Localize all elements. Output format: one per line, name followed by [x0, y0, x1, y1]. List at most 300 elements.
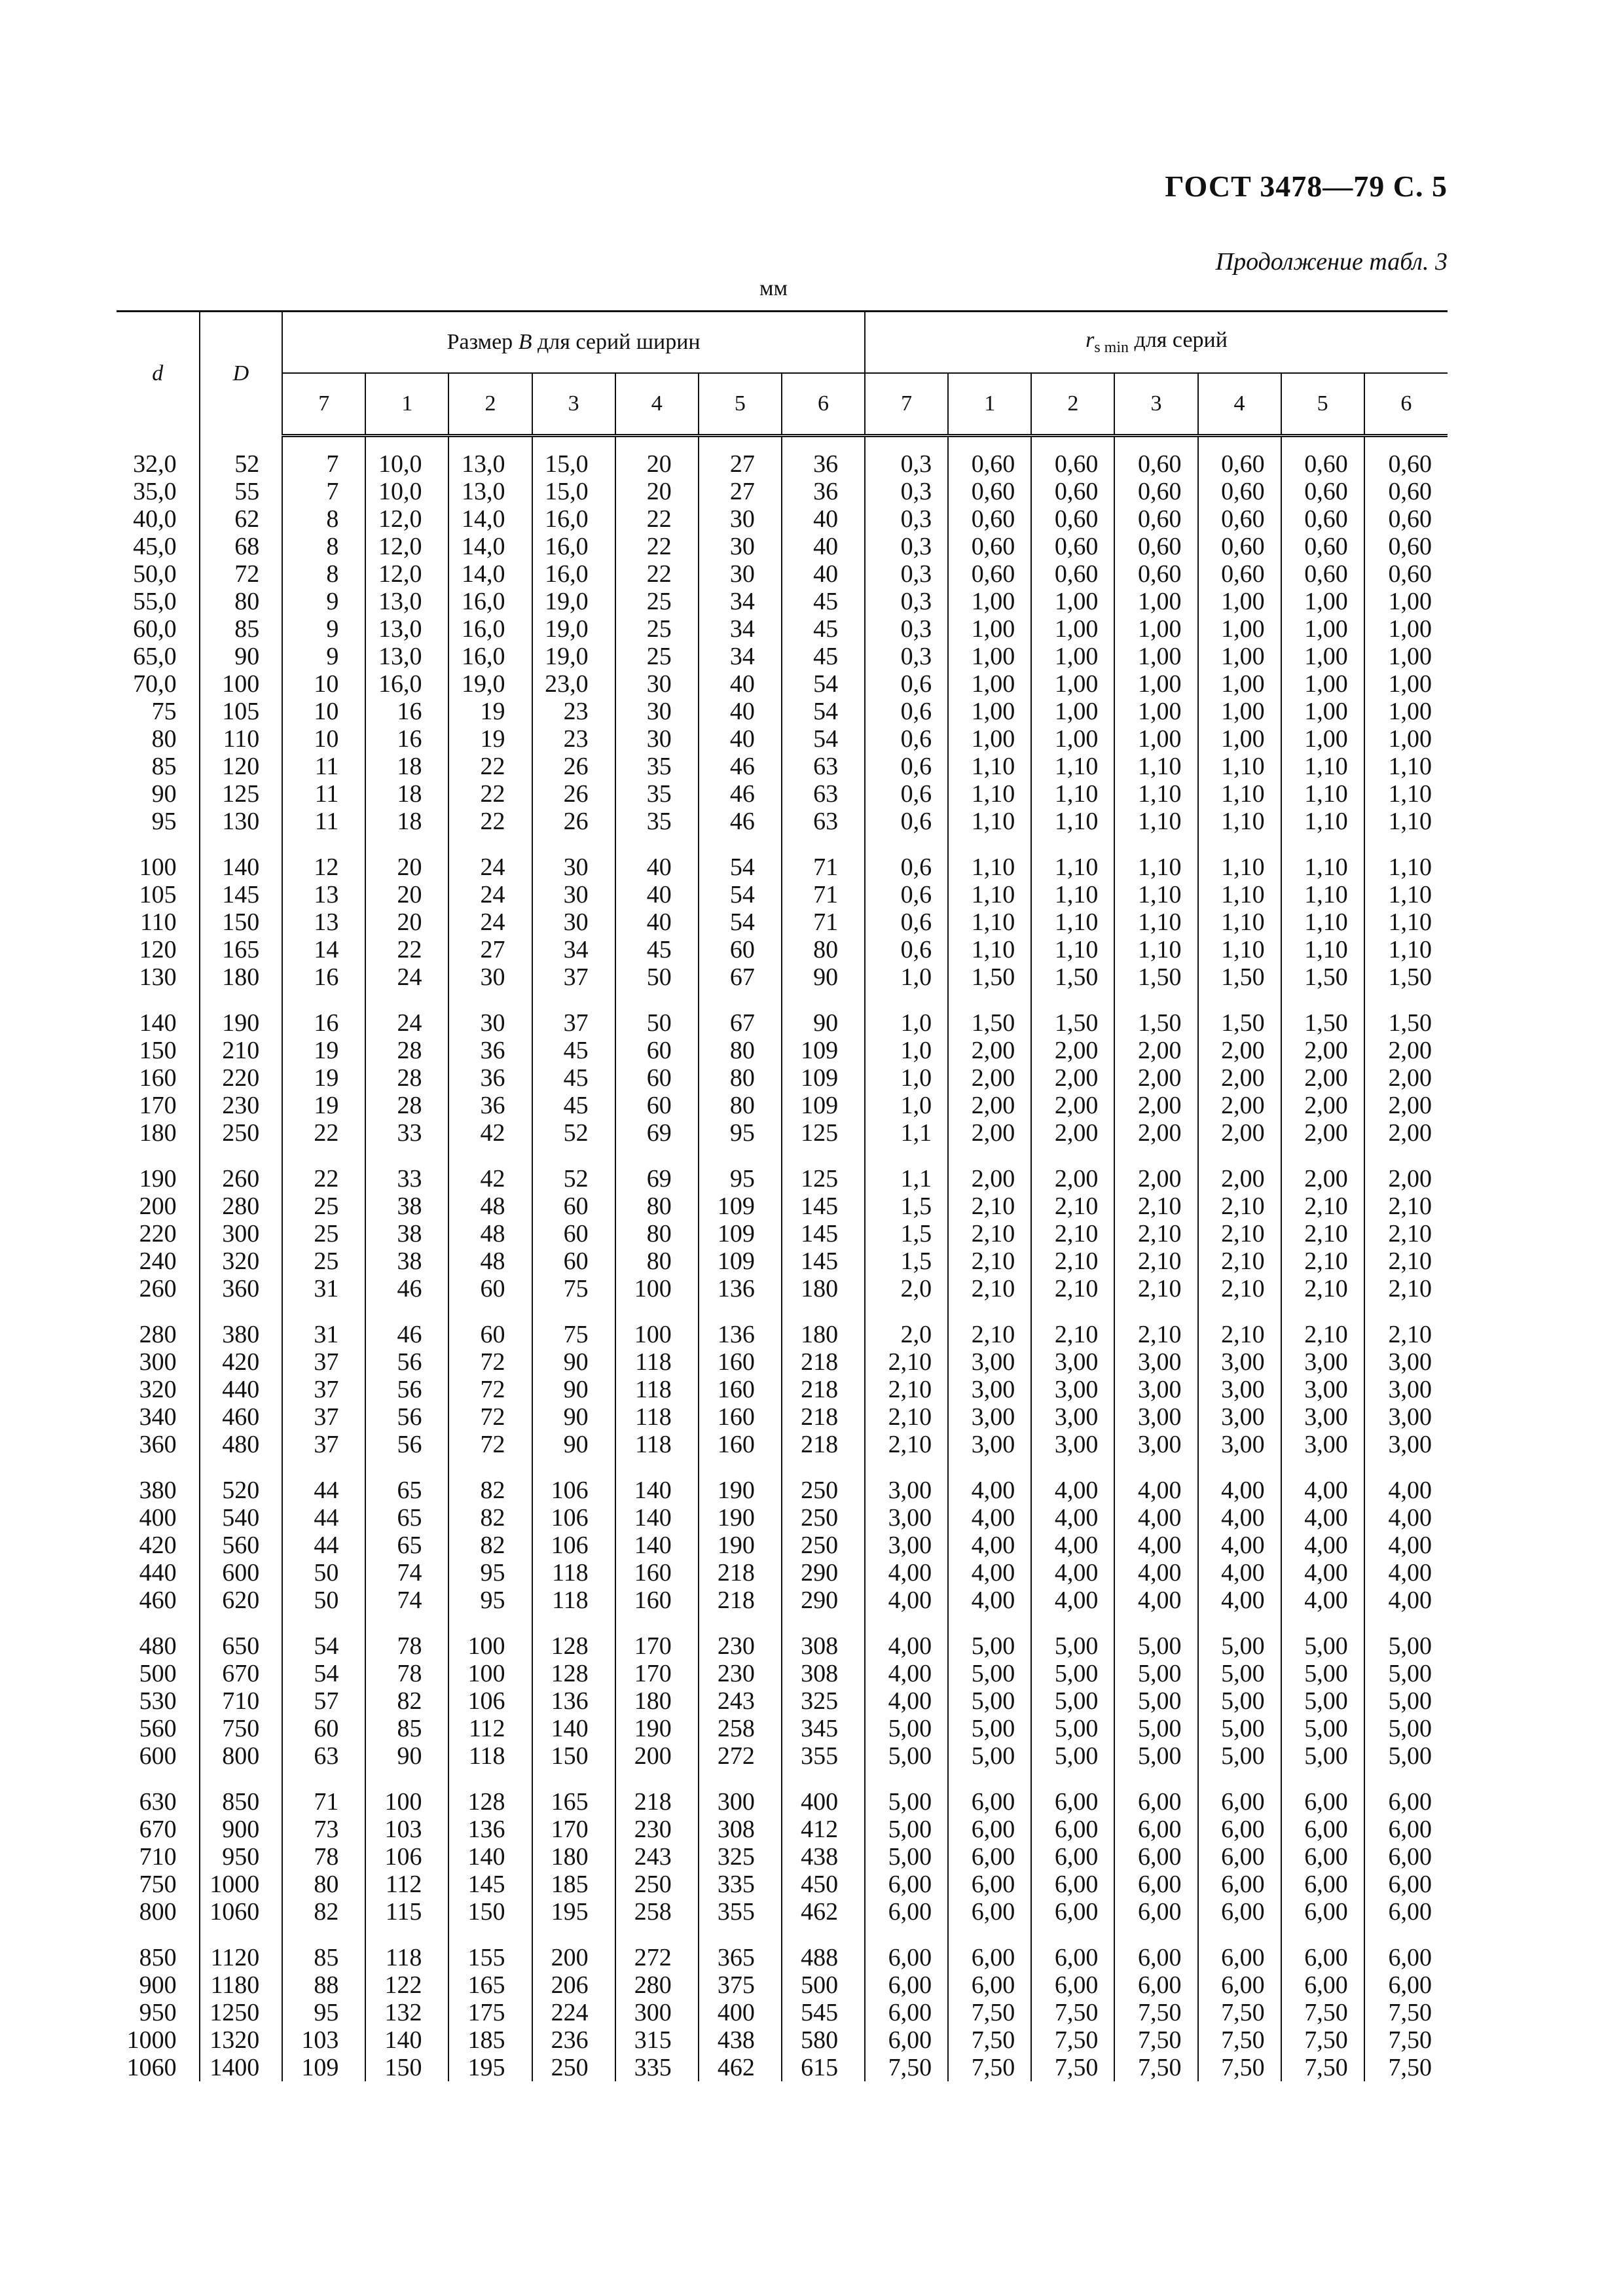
spacer-cell	[448, 835, 532, 853]
table-row	[117, 853, 1448, 881]
spacer-cell	[1281, 1614, 1364, 1632]
table-cell: 400	[139, 1504, 177, 1532]
table-cell: 260	[200, 1165, 283, 1193]
table-cell: 44	[282, 1532, 365, 1559]
table-cell: 5,00	[865, 1816, 948, 1843]
table-cell: 272	[615, 1944, 699, 1971]
series-header: 1	[948, 373, 1031, 436]
table-cell: 36	[782, 450, 865, 478]
spacer-cell	[448, 1614, 532, 1632]
table-cell: 6,00	[1198, 1816, 1281, 1843]
spacer-cell	[948, 1147, 1031, 1165]
spacer-cell	[699, 1770, 782, 1788]
series-header-row	[117, 373, 1448, 436]
table-cell: 7,50	[1198, 2054, 1281, 2081]
table-cell: 0,60	[948, 533, 1031, 560]
table-cell: 1,50	[1198, 963, 1281, 991]
spacer-cell	[1281, 1458, 1364, 1477]
table-cell: 46	[699, 780, 782, 808]
table-cell: 5,00	[1364, 1660, 1448, 1687]
table-cell: 30	[615, 670, 699, 698]
table-cell: 0,60	[948, 478, 1031, 505]
table-cell: 750	[139, 1871, 177, 1898]
table-cell: 1,10	[1281, 780, 1364, 808]
table-row	[117, 1321, 1448, 1348]
group-spacer	[117, 1147, 1448, 1165]
spacer-cell	[615, 1458, 699, 1477]
table-cell: 175	[448, 1999, 532, 2026]
table-cell: 5,00	[1198, 1660, 1281, 1687]
table-row	[117, 1843, 1448, 1871]
table-cell: 4,00	[1198, 1559, 1281, 1587]
table-cell: 20	[615, 450, 699, 478]
table-cell: 300	[200, 1220, 283, 1247]
table-cell: 2,10	[1364, 1247, 1448, 1275]
table-cell: 6,00	[948, 1971, 1031, 1999]
spacer-cell	[1114, 1614, 1197, 1632]
table-cell: 4,00	[948, 1504, 1031, 1532]
table-cell: 6,00	[1114, 1788, 1197, 1816]
spacer-cell	[1031, 1302, 1114, 1321]
table-cell: 1,10	[1114, 936, 1197, 963]
table-cell: 95	[448, 1559, 532, 1587]
table-cell: 67	[699, 1009, 782, 1037]
table-cell: 150	[532, 1742, 615, 1770]
table-cell: 3,00	[865, 1532, 948, 1559]
table-cell: 2,10	[865, 1431, 948, 1458]
table-cell: 2,10	[948, 1275, 1031, 1302]
table-cell: 0,60	[1031, 478, 1114, 505]
table-cell: 4,00	[1364, 1532, 1448, 1559]
spacer-cell	[448, 1458, 532, 1477]
table-cell: 2,10	[865, 1348, 948, 1376]
spacer-cell	[1198, 436, 1281, 451]
table-cell: 0,60	[1114, 450, 1197, 478]
table-cell: 16,0	[365, 670, 448, 698]
table-cell: 100	[615, 1275, 699, 1302]
table-cell: 0,60	[1198, 450, 1281, 478]
spacer-cell	[1364, 1302, 1448, 1321]
table-cell: 14,0	[448, 533, 532, 560]
table-cell: 3,00	[948, 1376, 1031, 1403]
table-cell: 2,10	[948, 1247, 1031, 1275]
table-cell: 22	[448, 753, 532, 780]
table-cell: 118	[532, 1559, 615, 1587]
table-row	[117, 1092, 1448, 1119]
table-cell: 380	[139, 1477, 177, 1504]
table-cell: 14,0	[448, 505, 532, 533]
table-cell: 0,60	[1281, 478, 1364, 505]
table-row	[117, 1119, 1448, 1147]
table-cell: 37	[282, 1403, 365, 1431]
table-row	[117, 560, 1448, 588]
table-row	[117, 1971, 1448, 1999]
spacer-cell	[865, 991, 948, 1009]
table-cell: 7	[282, 450, 365, 478]
spacer-cell	[117, 1926, 200, 1944]
table-cell: 7,50	[1281, 2054, 1364, 2081]
table-cell: 5,00	[1364, 1715, 1448, 1742]
spacer-cell	[1198, 1458, 1281, 1477]
table-cell: 7	[282, 478, 365, 505]
table-cell: 1,10	[1031, 908, 1114, 936]
table-cell: 65	[365, 1477, 448, 1504]
table-cell: 4,00	[865, 1587, 948, 1614]
table-cell: 50	[615, 963, 699, 991]
table-row	[117, 753, 1448, 780]
table-cell: 345	[782, 1715, 865, 1742]
spacer-cell	[615, 1147, 699, 1165]
table-cell: 150	[200, 908, 283, 936]
table-cell: 7,50	[1031, 2026, 1114, 2054]
table-cell: 6,00	[1281, 1871, 1364, 1898]
spacer-cell	[948, 1770, 1031, 1788]
table-cell: 33	[365, 1165, 448, 1193]
table-cell: 2,00	[1031, 1165, 1114, 1193]
table-cell: 24	[448, 881, 532, 908]
table-cell: 109	[699, 1247, 782, 1275]
table-cell: 180	[615, 1687, 699, 1715]
table-cell: 1,10	[1364, 936, 1448, 963]
table-cell: 80	[615, 1247, 699, 1275]
table-cell: 106	[532, 1504, 615, 1532]
table-cell: 10	[282, 670, 365, 698]
table-cell: 1400	[200, 2054, 283, 2081]
spacer-cell	[1114, 1926, 1197, 1944]
spacer-cell	[282, 1770, 365, 1788]
table-cell: 630	[139, 1788, 177, 1816]
spacer-cell	[448, 991, 532, 1009]
table-cell: 0,6	[865, 808, 948, 835]
table-cell: 150	[448, 1898, 532, 1926]
table-cell: 1,50	[1364, 963, 1448, 991]
table-cell: 13	[282, 908, 365, 936]
table-cell: 9	[282, 588, 365, 615]
table-cell: 80	[699, 1092, 782, 1119]
spacer-cell	[615, 835, 699, 853]
table-cell: 2,00	[1281, 1064, 1364, 1092]
table-cell: 4,00	[1114, 1587, 1197, 1614]
table-cell: 128	[448, 1788, 532, 1816]
table-cell: 3,00	[1281, 1348, 1364, 1376]
table-cell: 26	[532, 808, 615, 835]
table-cell: 0,60	[1114, 560, 1197, 588]
table-cell: 4,00	[1031, 1477, 1114, 1504]
table-cell: 1,00	[948, 670, 1031, 698]
spacer-cell	[1114, 436, 1197, 451]
table-cell: 1,10	[1281, 853, 1364, 881]
spacer-cell	[1364, 436, 1448, 451]
table-cell: 3,00	[1114, 1431, 1197, 1458]
table-cell: 180	[139, 1119, 177, 1147]
table-cell: 60	[615, 1064, 699, 1092]
table-cell: 1,00	[1198, 698, 1281, 725]
table-cell: 6,00	[1114, 1816, 1197, 1843]
spacer-cell	[865, 436, 948, 451]
table-cell: 3,00	[1031, 1348, 1114, 1376]
table-cell: 28	[365, 1037, 448, 1064]
spacer-cell	[615, 436, 699, 451]
table-cell: 1000	[200, 1871, 283, 1898]
table-cell: 1,00	[1031, 588, 1114, 615]
table-row	[117, 1247, 1448, 1275]
table-cell: 7,50	[1031, 1999, 1114, 2026]
table-cell: 45	[615, 936, 699, 963]
table-cell: 6,00	[948, 1871, 1031, 1898]
table-cell: 0,60	[1364, 560, 1448, 588]
table-cell: 118	[615, 1403, 699, 1431]
table-cell: 74	[365, 1559, 448, 1587]
table-cell: 40	[699, 698, 782, 725]
table-cell: 450	[782, 1871, 865, 1898]
table-cell: 2,0	[865, 1275, 948, 1302]
table-cell: 65,0	[133, 643, 177, 670]
spacer-cell	[282, 436, 365, 451]
table-cell: 4,00	[1364, 1504, 1448, 1532]
table-cell: 35,0	[133, 478, 177, 505]
table-cell: 950	[200, 1843, 283, 1871]
spacer-cell	[117, 1458, 200, 1477]
table-cell: 5,00	[1364, 1742, 1448, 1770]
table-cell: 0,60	[1364, 478, 1448, 505]
table-cell: 140	[532, 1715, 615, 1742]
table-cell: 5,00	[1198, 1632, 1281, 1660]
table-cell: 3,00	[1198, 1348, 1281, 1376]
table-cell: 20	[365, 881, 448, 908]
table-cell: 4,00	[1198, 1504, 1281, 1532]
table-cell: 125	[782, 1119, 865, 1147]
table-cell: 560	[139, 1715, 177, 1742]
table-cell: 72	[200, 560, 283, 588]
table-cell: 1,50	[1031, 963, 1114, 991]
table-cell: 60	[282, 1715, 365, 1742]
table-cell: 3,00	[1364, 1403, 1448, 1431]
table-cell: 60	[532, 1220, 615, 1247]
table-cell: 1,50	[1031, 1009, 1114, 1037]
table-cell: 6,00	[1364, 1871, 1448, 1898]
table-cell: 140	[615, 1504, 699, 1532]
table-cell: 88	[282, 1971, 365, 1999]
table-cell: 300	[139, 1348, 177, 1376]
table-cell: 30	[699, 533, 782, 560]
table-cell: 0,3	[865, 533, 948, 560]
table-cell: 2,10	[1031, 1193, 1114, 1220]
table-cell: 4,00	[1281, 1477, 1364, 1504]
table-cell: 75	[532, 1275, 615, 1302]
table-cell: 500	[139, 1660, 177, 1687]
spacer-cell	[1031, 1147, 1114, 1165]
spacer-cell	[1281, 991, 1364, 1009]
table-cell: 115	[365, 1898, 448, 1926]
series-header: 7	[282, 373, 365, 436]
table-cell: 40	[782, 533, 865, 560]
table-cell: 4,00	[1114, 1504, 1197, 1532]
table-cell: 5,00	[1198, 1687, 1281, 1715]
table-cell: 1,50	[1114, 963, 1197, 991]
table-cell: 5,00	[1031, 1715, 1114, 1742]
table-cell: 2,10	[1198, 1275, 1281, 1302]
table-cell: 460	[139, 1587, 177, 1614]
table-cell: 60	[615, 1092, 699, 1119]
table-cell: 0,60	[1281, 450, 1364, 478]
table-cell: 1,00	[1031, 725, 1114, 753]
table-row	[117, 725, 1448, 753]
table-cell: 48	[448, 1220, 532, 1247]
table-cell: 2,00	[1198, 1064, 1281, 1092]
table-cell: 6,00	[1198, 1944, 1281, 1971]
spacer-cell	[200, 1458, 283, 1477]
table-cell: 1,00	[1114, 725, 1197, 753]
table-cell: 140	[365, 2026, 448, 2054]
table-row	[117, 1632, 1448, 1660]
table-cell: 23,0	[532, 670, 615, 698]
table-cell: 258	[699, 1715, 782, 1742]
table-cell: 27	[699, 478, 782, 505]
table-cell: 900	[139, 1971, 177, 1999]
table-cell: 60	[699, 936, 782, 963]
spacer-cell	[948, 1926, 1031, 1944]
table-cell: 37	[532, 963, 615, 991]
table-cell: 480	[200, 1431, 283, 1458]
table-cell: 4,00	[948, 1559, 1031, 1587]
table-cell: 1,00	[1364, 643, 1448, 670]
table-cell: 25	[615, 643, 699, 670]
table-cell: 375	[699, 1971, 782, 1999]
table-cell: 1,10	[1281, 881, 1364, 908]
table-cell: 19,0	[448, 670, 532, 698]
table-cell: 218	[782, 1403, 865, 1431]
table-cell: 16	[365, 698, 448, 725]
group-spacer	[117, 835, 1448, 853]
table-cell: 10	[282, 698, 365, 725]
table-cell: 5,00	[1114, 1687, 1197, 1715]
table-cell: 236	[532, 2026, 615, 2054]
table-cell: 100	[365, 1788, 448, 1816]
table-cell: 145	[782, 1247, 865, 1275]
table-cell: 15,0	[532, 478, 615, 505]
spacer-cell	[282, 1458, 365, 1477]
table-cell: 60,0	[133, 615, 177, 643]
table-cell: 103	[282, 2026, 365, 2054]
table-cell: 54	[282, 1660, 365, 1687]
spacer-cell	[699, 1147, 782, 1165]
table-cell: 19,0	[532, 588, 615, 615]
table-cell: 250	[782, 1477, 865, 1504]
table-cell: 6,00	[1281, 1816, 1364, 1843]
table-cell: 1,10	[948, 808, 1031, 835]
table-cell: 1,00	[1198, 670, 1281, 698]
table-cell: 1,10	[1114, 881, 1197, 908]
table-cell: 55	[200, 478, 283, 505]
table-cell: 38	[365, 1220, 448, 1247]
table-cell: 1,00	[1114, 588, 1197, 615]
table-cell: 106	[532, 1532, 615, 1559]
table-cell: 462	[782, 1898, 865, 1926]
table-cell: 3,00	[1281, 1376, 1364, 1403]
table-cell: 950	[139, 1999, 177, 2026]
group-spacer	[117, 1302, 1448, 1321]
table-cell: 63	[282, 1742, 365, 1770]
series-header: 6	[782, 373, 865, 436]
table-cell: 106	[365, 1843, 448, 1871]
table-cell: 36	[782, 478, 865, 505]
group-header-radius: $r_{s min}$ для серий	[865, 312, 1448, 374]
table-cell: 325	[782, 1687, 865, 1715]
table-cell: 2,00	[1364, 1064, 1448, 1092]
table-cell: 1,50	[1281, 1009, 1364, 1037]
table-cell: 650	[200, 1632, 283, 1660]
table-cell: 2,00	[1364, 1092, 1448, 1119]
table-cell: 2,10	[1031, 1321, 1114, 1348]
table-cell: 4,00	[1198, 1477, 1281, 1504]
table-cell: 75	[532, 1321, 615, 1348]
table-row	[117, 533, 1448, 560]
table-cell: 290	[782, 1587, 865, 1614]
table-cell: 2,10	[1198, 1247, 1281, 1275]
table-cell: 1,00	[948, 615, 1031, 643]
table-cell: 71	[782, 881, 865, 908]
table-cell: 140	[139, 1009, 177, 1037]
table-cell: 1000	[126, 2026, 177, 2054]
table-cell: 2,10	[1281, 1220, 1364, 1247]
table-cell: 250	[615, 1871, 699, 1898]
table-cell: 2,00	[1114, 1037, 1197, 1064]
spacer-cell	[699, 436, 782, 451]
table-cell: 206	[532, 1971, 615, 1999]
table-cell: 150	[139, 1037, 177, 1064]
table-cell: 290	[782, 1559, 865, 1587]
spacer-cell	[865, 835, 948, 853]
table-cell: 132	[365, 1999, 448, 2026]
table-cell: 1,00	[948, 643, 1031, 670]
table-cell: 22	[448, 808, 532, 835]
table-cell: 11	[282, 780, 365, 808]
table-cell: 71	[782, 853, 865, 881]
table-cell: 45,0	[133, 533, 177, 560]
spacer-cell	[948, 1458, 1031, 1477]
table-cell: 90	[532, 1376, 615, 1403]
table-cell: 25	[615, 615, 699, 643]
table-cell: 72	[448, 1348, 532, 1376]
table-cell: 56	[365, 1348, 448, 1376]
table-cell: 5,00	[1198, 1715, 1281, 1742]
spacer-cell	[365, 1614, 448, 1632]
table-cell: 27	[448, 936, 532, 963]
series-header: 7	[865, 373, 948, 436]
table-cell: 14	[282, 936, 365, 963]
table-cell: 243	[615, 1843, 699, 1871]
table-cell: 22	[282, 1165, 365, 1193]
table-cell: 5,00	[865, 1715, 948, 1742]
spacer-cell	[948, 436, 1031, 451]
table-cell: 440	[200, 1376, 283, 1403]
spacer-cell	[117, 835, 200, 853]
table-cell: 160	[139, 1064, 177, 1092]
table-cell: 6,00	[1364, 1898, 1448, 1926]
table-cell: 0,60	[1031, 505, 1114, 533]
table-cell: 3,00	[1114, 1403, 1197, 1431]
table-cell: 24	[365, 1009, 448, 1037]
table-body	[117, 436, 1448, 2082]
spacer-cell	[865, 1926, 948, 1944]
table-cell: 1,10	[1031, 780, 1114, 808]
table-cell: 7,50	[1364, 1999, 1448, 2026]
table-cell: 26	[532, 780, 615, 808]
table-cell: 16	[282, 963, 365, 991]
table-cell: 37	[532, 1009, 615, 1037]
table-cell: 5,00	[865, 1843, 948, 1871]
table-cell: 25	[282, 1247, 365, 1275]
